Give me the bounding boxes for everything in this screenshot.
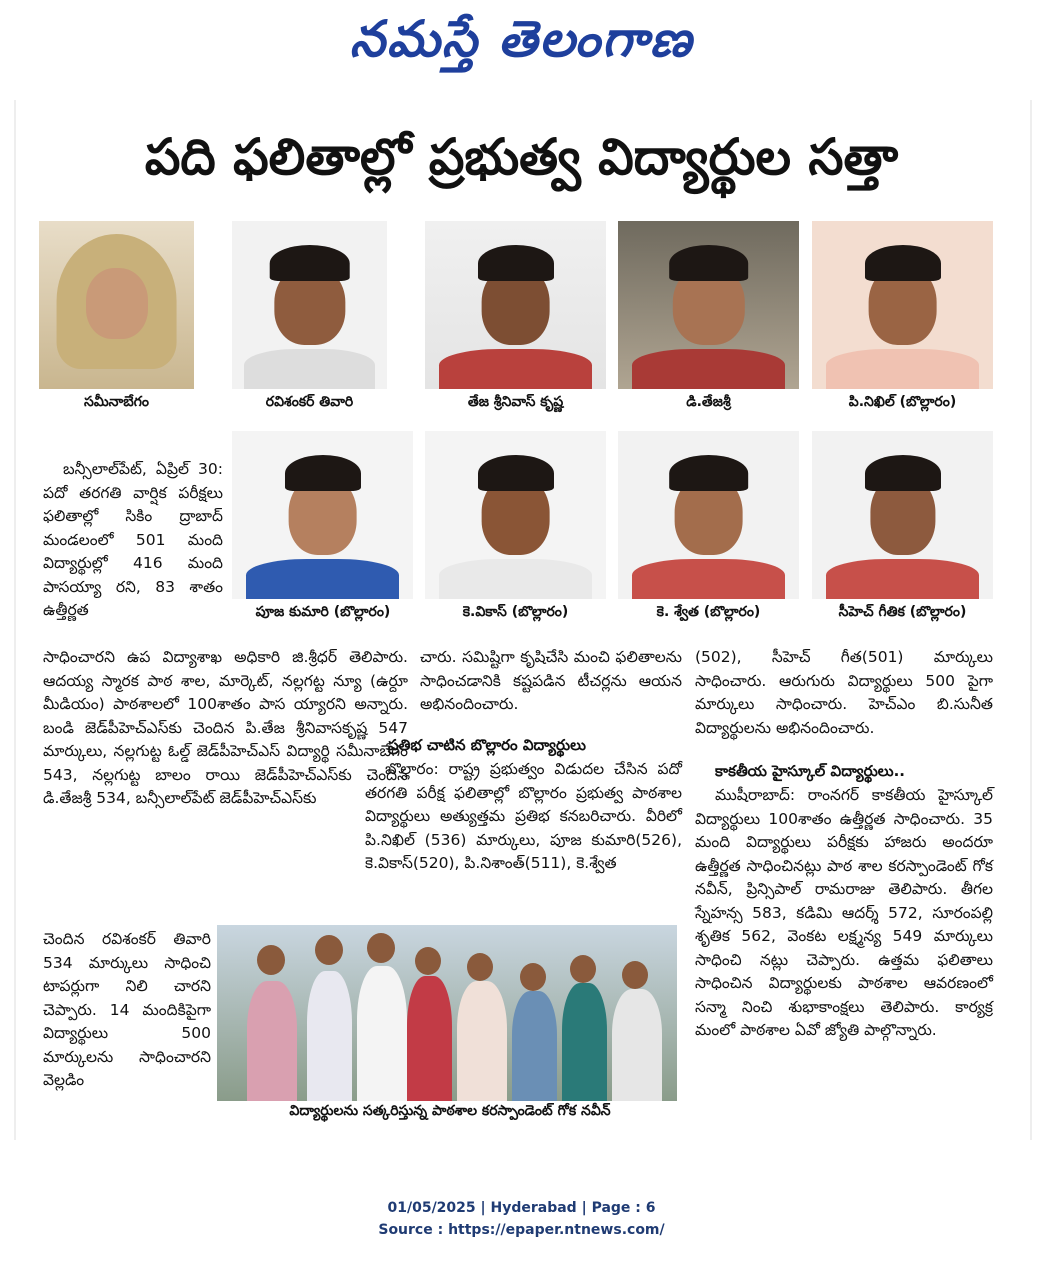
- caption-teja-srinivas-krishna: తేజ శ్రీనివాస్ కృష్ణ: [467, 394, 564, 410]
- column-1-top: [43, 458, 223, 623]
- article-headline: పది ఫలితాల్లో ప్రభుత్వ విద్యార్థుల సత్తా: [144, 128, 899, 186]
- paragraph: చారు. సమిష్టిగా కృషిచేసి మంచి ఫలితాలను సాధించడానికి కష్టపడిన టీచర్లను ఆయన అభినందించారు.: [420, 648, 682, 713]
- photo-ravishankar-tiwari: [232, 221, 387, 389]
- paragraph: (502), సీహెచ్ గీత(501) మార్కులు సాధించారు. ఆరుగురు విద్యార్థులు 500 పైగా మార్కులు సాధించారు. హెచ్‌ఎం బి.సునీత విద్యార్థులను అభినందించారు.: [695, 648, 993, 737]
- photo-d-tejasri: [618, 221, 799, 389]
- caption-p-nikhil: పి.నిఖిల్ (బొల్లారం): [848, 394, 957, 410]
- caption-d-tejasri: డి.తేజశ్రీ: [686, 394, 731, 410]
- photo-p-nikhil: [812, 221, 993, 389]
- group-photo: [217, 925, 677, 1101]
- caption-ch-geethika: సీహెచ్ గీతిక (బొల్లారం): [838, 604, 967, 620]
- subheading-bollaram: ప్రతిభ చాటిన బొల్లారం విద్యార్థులు: [388, 736, 586, 754]
- subheading-kakatiya: కాకతీయ హైస్కూల్ విద్యార్థులు..: [715, 762, 905, 780]
- paragraph: సాధించారని ఉప విద్యాశాఖ అధికారి జి.శ్రీధర్ తెలిపారు. ఆదయ్య స్మారక పాఠ శాల, మార్కెట్, నల్లగట్ట న్యూ (ఉర్దూ మీడియం) పాఠశాలలో 100శాతం పాస య్యారని అన్నారు. బండి జెడ్‌పీహెచ్‌ఎస్‌కు చెందిన పి.తేజ శ్రీనివాసకృష్ణ 547 మార్కులు, నల్లగుట్ట ఓల్డ్ జెడ్‌పీహెచ్‌ఎస్ విద్యార్థి సమీనాబేగం 543, నల్లగుట్ట బాలం రాయి జెడ్‌పీహెచ్‌ఎస్‌కు చెందిన డి.తేజశ్రీ 534, బన్సీలాల్‌పేట్ జెడ్‌పీహెచ్‌ఎస్‌కు: [43, 648, 408, 807]
- footer-source-link[interactable]: Source : https://epaper.ntnews.com/: [378, 1222, 665, 1238]
- column-3: [695, 646, 993, 740]
- caption-k-swetha: కె. శ్వేత (బొల్లారం): [656, 604, 761, 620]
- photo-k-vikas: [425, 431, 606, 599]
- photo-k-swetha: [618, 431, 799, 599]
- caption-k-vikas: కె.వికాస్ (బొల్లారం): [462, 604, 569, 620]
- photo-ch-geethika: [812, 431, 993, 599]
- caption-samina-begum: సమీనాబేగం: [84, 394, 149, 410]
- photo-teja-srinivas-krishna: [425, 221, 606, 389]
- column-2: [420, 646, 682, 717]
- paragraph: ముషీరాబాద్: రాంనగర్ కాకతీయ హైస్కూల్ విద్యార్థులు 100శాతం ఉత్తీర్ణత సాధించారు. 35 మంది విద్యార్థులు పరీక్షకు హాజరు అందరూ ఉత్తీర్ణత సాధించినట్లు పాఠ శాల కరస్పాండెంట్ గోక నవీన్, ప్రిన్సిపాల్ రామరాజు తెలిపారు. తీగల స్నేహన్స 583, కడిమి ఆదర్శ్ 572, సూరంపల్లి శృతిక 562, వెంకట లక్ష్మన్య 549 మార్కులు సాధించి నట్లు చెప్పారు. ఉత్తమ ఫలితాలు సాధించిన విద్యార్థులకు పాఠశాల ఆవరణంలో సన్మా నించి శుభాకాంక్షలు తెలిపారు. కార్యక్ర మంలో పాఠశాల ఏవో జ్యోతి పాల్గొన్నారు.: [695, 786, 993, 1039]
- column-1-bottom: [43, 928, 211, 1093]
- column-3-body: [695, 784, 993, 1043]
- paragraph: బొల్లారం: రాష్ట్ర ప్రభుత్వం విడుదల చేసిన పదో తరగతి పరీక్ష ఫలితాల్లో బొల్లారం ప్రభుత్వ పాఠశాల విద్యార్థులు అత్యుత్తమ ప్రతిభ కనబరిచారు. వీరిలో పి.నిఖిల్ (536) మార్కులు, పూజ కుమారి(526), కె.వికాస్(520), పి.నిశాంత్(511), కె.శ్వేత: [365, 760, 682, 872]
- footer-date-line: 01/05/2025 | Hyderabad | Page : 6: [387, 1200, 656, 1216]
- group-photo-caption: విద్యార్థులను సత్కరిస్తున్న పాఠశాల కరస్పాండెంట్ గోక నవీన్: [289, 1103, 611, 1119]
- column-1-middle: [43, 646, 408, 811]
- photo-samina-begum: [39, 221, 194, 389]
- newspaper-masthead: నమస్తే తెలంగాణ: [349, 10, 694, 68]
- paragraph: బన్సీలాల్‌పేట్, ఏప్రిల్ 30: పదో తరగతి వార్షిక పరీక్షలు ఫలితాల్లో సికిం ద్రాబాద్ మండలంలో 501 మంది విద్యార్థుల్లో 416 మంది పాసయ్యా రని, 83 శాతం ఉత్తీర్ణత: [43, 460, 223, 619]
- caption-pooja-kumari: పూజ కుమారి (బొల్లారం): [255, 604, 391, 620]
- paragraph: చెందిన రవిశంకర్ తివారి 534 మార్కులు సాధించి టాపర్లుగా నిలి చారని చెప్పారు. 14 మందికిపైగా విద్యార్థులు 500 మార్కులను సాధించారని వెల్లడిం: [43, 930, 211, 1089]
- column-2-body: [365, 758, 682, 876]
- photo-pooja-kumari: [232, 431, 413, 599]
- caption-ravishankar-tiwari: రవిశంకర్ తివారి: [265, 394, 354, 410]
